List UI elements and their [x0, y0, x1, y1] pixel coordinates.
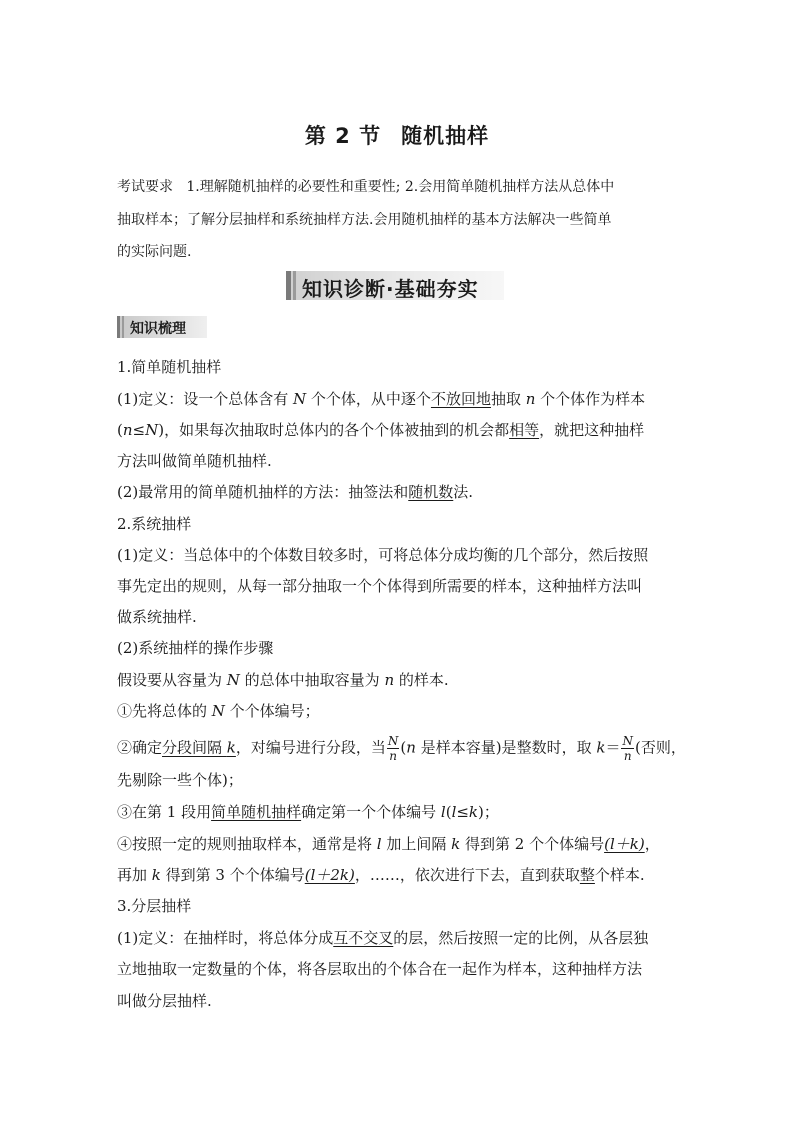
s3-line-3: 叫做分层抽样.	[117, 992, 212, 1010]
section-topic: 随机抽样	[401, 124, 490, 148]
s2-step-2-cont: 先剔除一些个体)；	[117, 771, 243, 789]
s2-step-3: ③在第 1 段用简单随机抽样确定第一个个体编号 l(l≤k)；	[117, 803, 499, 821]
s2-step-4-cont: 再加 k 得到第 3 个个体编号(l＋2k)，……，依次进行下去，直到获取整个样本.	[117, 866, 645, 884]
s3-line-2: 立地抽取一定数量的个体，将各层取出的个体合在一起作为样本，这种抽样方法	[117, 960, 643, 978]
subheading-box	[117, 316, 207, 338]
answer-blank: 相等	[509, 421, 540, 439]
s1-line-1: (1)定义：设一个总体含有 N 个个体，从中逐个不放回地抽取 n 个个体作为样本	[117, 390, 646, 408]
s2-heading: 2.系统抽样	[117, 515, 192, 533]
requirements-line-3: 的实际问题.	[117, 244, 192, 260]
s1-line-2: (n≤N)，如果每次抽取时总体内的各个个体被抽到的机会都相等，就把这种抽样	[117, 421, 645, 439]
answer-blank: 互不交叉	[333, 929, 394, 947]
requirements-line-1: 考试要求 1.理解随机抽样的必要性和重要性; 2.会用简单随机抽样方法从总体中	[117, 179, 615, 195]
s1-line-3: 方法叫做简单随机抽样.	[117, 452, 272, 470]
answer-blank: (l＋2k)	[304, 866, 355, 884]
s1-heading: 1.简单随机抽样	[117, 358, 222, 376]
answer-blank: 分段间隔 k	[162, 738, 236, 757]
s2-step-2: ②确定分段间隔 k，对编号进行分段，当 $\frac{N}{n}$ (n 是样本容量)是整数时，取 k＝ $\frac{N}{n}$ (否则，	[117, 734, 686, 763]
s3-heading: 3.分层抽样	[117, 897, 192, 915]
s2-line-4: (2)系统抽样的操作步骤	[117, 639, 274, 657]
banner-text: 知识诊断·基础夯实	[302, 277, 479, 301]
section-number: 第 2 节	[304, 124, 382, 148]
s2-line-3: 做系统抽样.	[117, 608, 197, 626]
s2-line-5: 假设要从容量为 N 的总体中抽取容量为 n 的样本.	[117, 671, 449, 689]
s2-step-4: ④按照一定的规则抽取样本，通常是将 l 加上间隔 k 得到第 2 个个体编号(l＋k)，	[117, 835, 660, 853]
answer-blank: 不放回地	[430, 390, 491, 408]
s2-step-1: ①先将总体的 N 个个体编号；	[117, 702, 320, 720]
s3-line-1: (1)定义：在抽样时，将总体分成互不交叉的层，然后按照一定的比例，从各层独	[117, 929, 649, 947]
fraction-N-over-n: $\frac{N}{n}$	[622, 734, 633, 763]
answer-blank: (l＋k)	[604, 835, 645, 853]
s2-line-1: (1)定义：当总体中的个体数目较多时，可将总体分成均衡的几个部分，然后按照	[117, 546, 649, 564]
requirements-line-2: 抽取样本；了解分层抽样和系统抽样方法.会用随机抽样的基本方法解决一些简单	[117, 212, 612, 228]
fraction-N-over-n: $\frac{N}{n}$	[387, 734, 399, 763]
answer-blank: 整	[579, 866, 595, 884]
requirements-label: 考试要求	[117, 179, 173, 195]
section-banner	[286, 271, 504, 300]
s1-line-4: (2)最常用的简单随机抽样的方法：抽签法和随机数法.	[117, 483, 474, 501]
answer-blank: 随机数	[408, 483, 454, 501]
answer-blank: 简单随机抽样	[211, 803, 302, 821]
subheading-text: 知识梳理	[130, 321, 186, 337]
s2-line-2: 事先定出的规则，从每一部分抽取一个个体得到所需要的样本，这种抽样方法叫	[117, 577, 643, 595]
page-title	[0, 120, 794, 150]
